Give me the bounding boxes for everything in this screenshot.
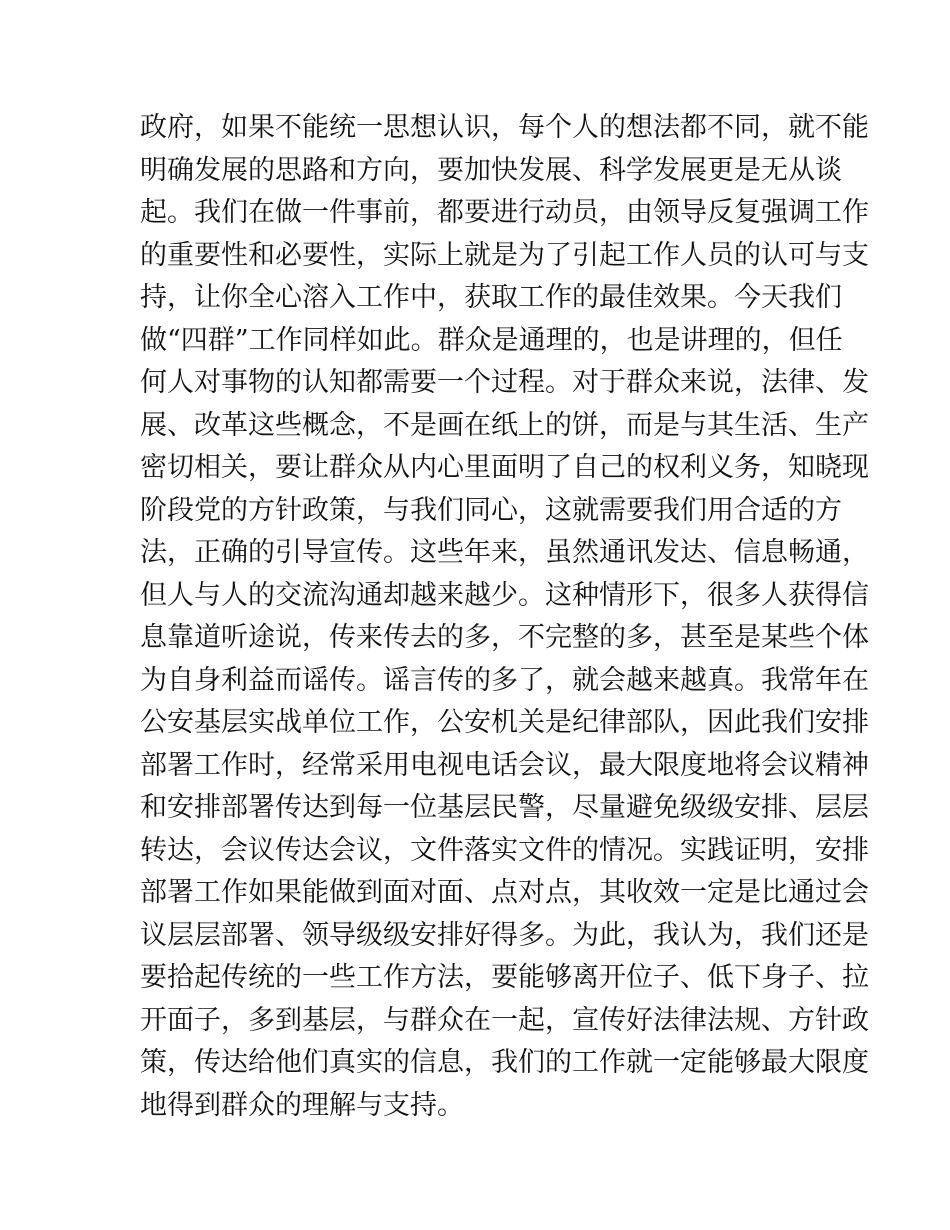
text-line: 开面子，多到基层，与群众在一起，宣传好法律法规、方针政 [140,1004,869,1036]
text-line: 做“四群”工作同样如此。群众是通理的，也是讲理的，但任 [140,324,843,356]
text-line: 和安排部署传达到每一位基层民警，尽量避免级级安排、层层 [140,792,869,823]
text-line: 持，让你全心溶入工作中，获取工作的最佳效果。今天我们 [140,282,842,313]
body-paragraph [140,107,869,1127]
text-line: 的重要性和必要性，实际上就是为了引起工作人员的认可与支 [140,239,869,271]
text-line: 公安基层实战单位工作，公安机关是纪律部队，因此我们安排 [140,707,869,738]
text-line: 息靠道听途说，传来传去的多，不完整的多，甚至是某些个体 [140,622,869,653]
text-line: 阶段党的方针政策，与我们同心，这就需要我们用合适的方 [140,494,842,526]
text-line: 要拾起传统的一些工作方法，要能够离开位子、低下身子、拉 [140,962,869,993]
text-line: 但人与人的交流沟通却越来越少。这种情形下，很多人获得信 [140,579,869,611]
text-line: 政府，如果不能统一思想认识，每个人的想法都不同，就不能 [140,112,869,143]
text-line: 密切相关，要让群众从内心里面明了自己的权利义务，知晓现 [140,452,869,483]
text-line: 议层层部署、领导级级安排好得多。为此，我认为，我们还是 [140,919,869,951]
text-line: 部署工作如果能做到面对面、点对点，其收效一定是比通过会 [140,877,869,908]
text-line: 转达，会议传达会议，文件落实文件的情况。实践证明，安排 [140,834,869,866]
text-line: 部署工作时，经常采用电视电话会议，最大限度地将会议精神 [140,749,869,781]
text-line: 法，正确的引导宣传。这些年来，虽然通讯发达、信息畅通， [140,537,869,568]
text-line: 展、改革这些概念，不是画在纸上的饼，而是与其生活、生产 [140,409,869,441]
text-line: 起。我们在做一件事前，都要进行动员，由领导反复强调工作 [140,197,869,228]
text-line: 何人对事物的认知都需要一个过程。对于群众来说，法律、发 [140,367,869,398]
text-line: 明确发展的思路和方向，要加快发展、科学发展更是无从谈 [140,154,842,186]
text-line: 策，传达给他们真实的信息，我们的工作就一定能够最大限度 [140,1047,869,1078]
text-line: 地得到群众的理解与支持。 [140,1089,464,1121]
text-line: 为自身利益而谣传。谣言传的多了，就会越来越真。我常年在 [140,664,869,696]
